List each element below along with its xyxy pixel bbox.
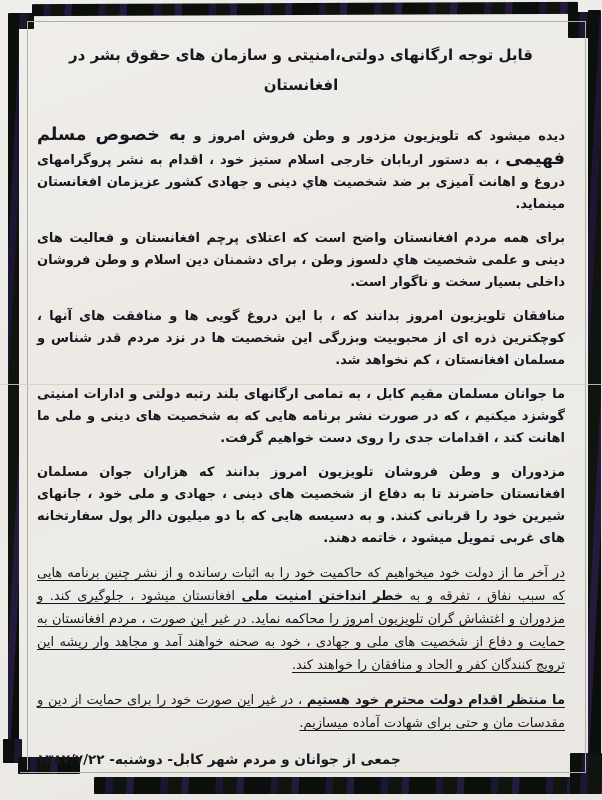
- paragraph: [37, 689, 565, 735]
- scan-border-top: [32, 2, 578, 16]
- paragraph: [37, 462, 565, 550]
- document-content: [37, 40, 565, 771]
- document-title: قابل توجه ارگانهای دولتی،امنیتی و سازمان های حقوق بشر در افغانستان: [69, 46, 533, 94]
- paragraph-text: در آخر ما از دولت خود میخواهیم که حاکمیت خود را به اثبات رسانده و از نشر چنین برنامه هایی که سبب نفاق ، تفرقه و به: [37, 566, 565, 604]
- paragraph-text: منافقان تلویزیون امروز بدانند که ، با این دروغ گویی ها و منافقت های آنها ، کوچکترین ذره ای از محبوبیت وبزرگی این شخصیت ها در نزد مردم قدر شناس و مسلمان افغانستان ، کم نخواهد شد.: [37, 309, 565, 368]
- paper-edge-left: [27, 21, 28, 770]
- paper-edge-right: [585, 21, 586, 772]
- paragraph-text: ما جوانان مسلمان مقیم کابل ، به تمامی ارگانهای بلند رتبه دولتی و ادارات امنیتی گوشزد میکنیم ، که در صورت نشر برنامه هایی که به شخصیت های دینی و ملی ما اهانت کند ، اقدامات جدی را روی دست خواهیم گرفت.: [37, 387, 565, 446]
- paragraph-text: ، در غیر این صورت خود را برای حمایت از دین و مقدسات مان و حتی برای شهادت آماده میسازیم.: [37, 693, 565, 731]
- paragraph-emphasis: خطر انداختن امنیت ملی: [241, 589, 404, 604]
- scan-border-bottom-right-corner: [570, 753, 602, 794]
- paragraph-text: ، به دستور اربابان خارجی اسلام ستیز خود ، اقدام به نشر پروگرامهای دروغ و اهانت آمیزی بر ضد شخصیت هاي دینی و جهادی کشور عزیزمان افغانستان مینماید.: [37, 153, 565, 212]
- paragraph: [37, 384, 565, 450]
- signature-line: جمعی از جوانان و مردم شهر کابل- دوشنبه- ۱۳۸۷/۷/۲۲: [37, 752, 401, 768]
- paragraph-text: برای همه مردم افغانستان واضح است که اعتلای پرچم افغانستان و فعالیت های دینی و علمی شخصیت هاي دلسوز وطن ، برای دشمنان دین اسلام و وطن فروشان داخلی بسیار سخت و ناگوار است.: [37, 231, 565, 290]
- paragraph-emphasis: به خصوص مسلم فهیمی: [37, 125, 565, 169]
- paper-edge-top: [28, 21, 586, 22]
- scan-border-left: [8, 26, 19, 744]
- paper-edge-bottom: [20, 772, 586, 773]
- paragraph-text: افغانستان میشود ، جلوگیری کند. و مزدوران و اغتشاش گران تلویزیون امروز را محاکمه نماید. در غیر این صورت ، مردم افغانستان به حمایت و دفاع از شخصیت های ملی و جهادی ، خود به صحنه خواهند آمد و مجاهد وار ریشه این ترویج کنندگان کفر و الحاد و منافقان را خواهند کند.: [37, 589, 565, 673]
- scan-border-right: [588, 10, 601, 775]
- paragraph: [37, 306, 565, 372]
- paragraph-text: مزدوران و وطن فروشان تلویزیون امروز بدانند که هزاران جوان مسلمان افغانستان حاضرند تا به دفاع از شخصیت های دینی ، جهادی و ملی خود ، جانهای شیرین خود را قربانی کنند. و به دسیسه هایی که با دو میلیون دالر پول سفارتخانه های غربی تمویل میشود ، خاتمه دهند.: [37, 465, 565, 546]
- paragraph: [37, 228, 565, 294]
- paragraph-text: دیده میشود که تلویزیون مزدور و وطن فروش امروز و: [186, 129, 565, 144]
- paragraph-emphasis: ما منتظر اقدام دولت محترم خود هستیم: [306, 693, 565, 708]
- document-body: [37, 124, 565, 735]
- paragraph: [37, 562, 565, 677]
- paragraph: [37, 124, 565, 216]
- scan-border-bottom: [94, 777, 588, 794]
